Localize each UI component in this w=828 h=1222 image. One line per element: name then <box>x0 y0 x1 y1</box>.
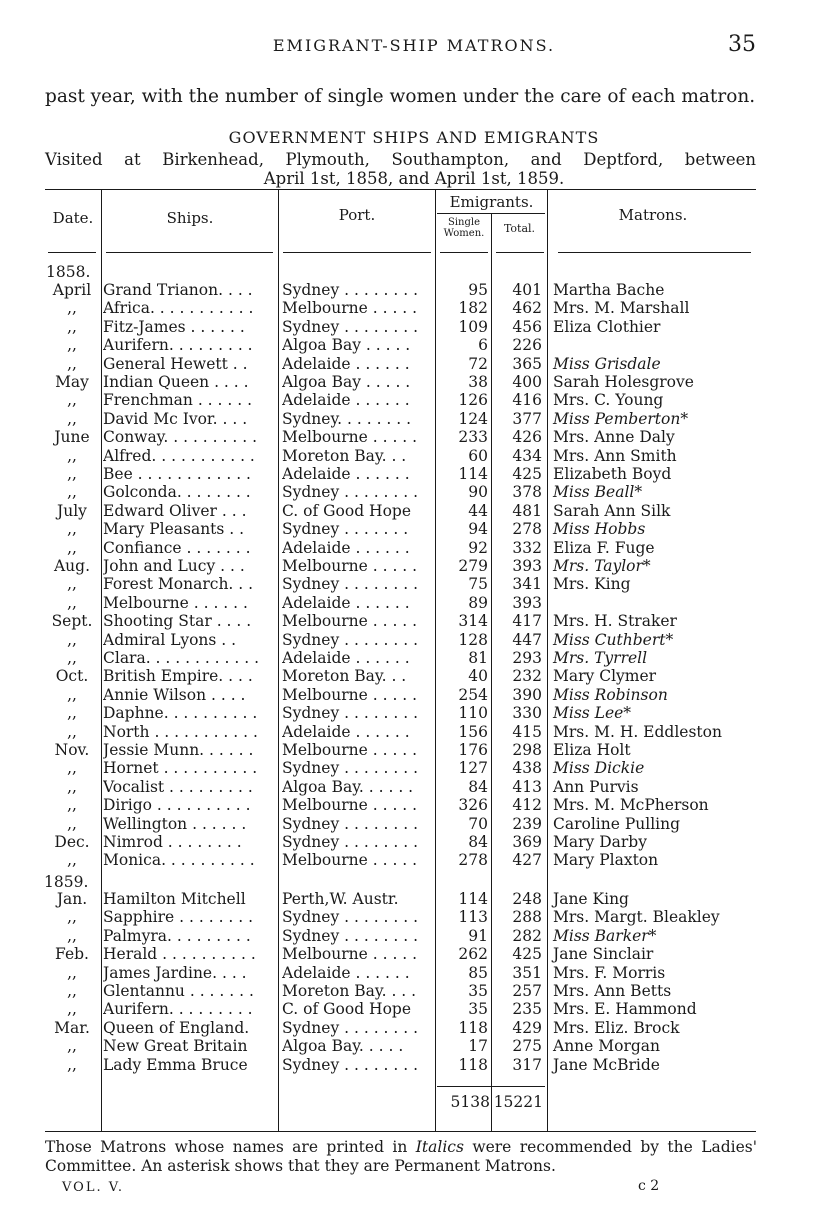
cell-date: ,, <box>67 685 77 704</box>
cell-total: 412 <box>512 796 542 815</box>
cell-ship: Mary Pleasants . . <box>103 520 245 539</box>
cell-date: Nov. <box>54 741 90 759</box>
cell-date: ,, <box>67 777 77 796</box>
cell-date: June <box>54 428 90 447</box>
cell-port: Melbourne . . . . . <box>282 741 418 759</box>
footnote-italic-word: Italics <box>415 1138 464 1156</box>
cell-date: Oct. <box>55 667 89 686</box>
cell-total: 416 <box>512 391 542 410</box>
cell-port: Sydney . . . . . . . . <box>282 575 419 594</box>
cell-single-women: 156 <box>458 722 488 741</box>
cell-date: ,, <box>67 299 77 318</box>
cell-total: 401 <box>512 281 542 299</box>
cell-single-women: 279 <box>458 557 488 575</box>
cell-single-women: 85 <box>468 963 488 982</box>
cell-matron: Sarah Holesgrove <box>553 373 694 391</box>
cell-ship: Admiral Lyons . . <box>103 630 237 649</box>
cell-date: ,, <box>67 317 77 336</box>
cell-ship: Melbourne . . . . . . <box>103 593 248 612</box>
cell-single-women: 90 <box>468 483 488 502</box>
cell-single-women: 110 <box>458 704 488 723</box>
cell-date: Mar. <box>54 1018 90 1037</box>
cell-matron: Mary Plaxton <box>553 851 659 870</box>
cell-ship: Aurifern. . . . . . . . . <box>103 336 253 355</box>
cell-date: ,, <box>67 649 77 667</box>
cell-total: 481 <box>512 501 542 520</box>
cell-date: Dec. <box>54 833 90 851</box>
cell-single-women: 254 <box>458 685 488 704</box>
year-1859: 1859. <box>44 873 89 891</box>
cell-single-women: 126 <box>458 391 488 410</box>
column-divider-5 <box>547 189 548 1132</box>
cell-total: 426 <box>512 428 542 447</box>
cell-total: 298 <box>512 741 542 759</box>
cell-date: April <box>52 281 92 299</box>
cell-port: Melbourne . . . . . <box>282 945 418 964</box>
cell-date: ,, <box>67 722 77 741</box>
cell-date: Feb. <box>55 945 89 964</box>
cell-date: ,, <box>67 465 77 483</box>
cell-date: ,, <box>67 963 77 982</box>
cell-single-women: 92 <box>468 538 488 557</box>
cell-total: 317 <box>512 1055 542 1074</box>
cell-total: 390 <box>512 685 542 704</box>
cell-matron: Miss Beall* <box>553 483 643 502</box>
cell-single-women: 70 <box>468 814 488 833</box>
cell-total: 257 <box>512 982 542 1000</box>
cell-port: Algoa Bay . . . . . <box>282 373 411 391</box>
cell-date: ,, <box>67 759 77 778</box>
cell-single-women: 17 <box>468 1037 488 1056</box>
cell-port: C. of Good Hope <box>282 1000 411 1019</box>
cell-matron: Miss Hobbs <box>553 520 646 539</box>
cell-port: Sydney . . . . . . . . <box>282 814 419 833</box>
cell-port: Sydney . . . . . . . . <box>282 317 419 336</box>
cell-date: ,, <box>67 851 77 870</box>
table-bottom-rule <box>45 1131 756 1132</box>
cell-total: 425 <box>512 465 542 483</box>
cell-total: 415 <box>512 722 542 741</box>
cell-total: 434 <box>512 446 542 465</box>
cell-ship: Lady Emma Bruce <box>103 1055 248 1074</box>
cell-single-women: 326 <box>458 796 488 815</box>
signature-mark: c 2 <box>638 1178 660 1194</box>
cell-total: 288 <box>512 908 542 927</box>
cell-ship: Dirigo . . . . . . . . . . <box>103 796 251 815</box>
cell-matron: Mrs. F. Morris <box>553 963 666 982</box>
cell-matron: Mrs. M. H. Eddleston <box>553 722 722 741</box>
cell-port: Sydney . . . . . . . . <box>282 908 419 927</box>
cell-matron: Mrs. H. Straker <box>553 612 677 631</box>
footnote <box>45 1138 757 1176</box>
cell-matron: Mrs. Anne Daly <box>553 428 675 447</box>
cell-ship: British Empire. . . . <box>103 667 253 686</box>
cell-single-women: 233 <box>458 428 488 447</box>
cell-date: ,, <box>67 391 77 410</box>
cell-date: ,, <box>67 538 77 557</box>
cell-date: ,, <box>67 520 77 539</box>
header-date: Date. <box>52 209 94 227</box>
cell-port: Sydney . . . . . . . <box>282 520 409 539</box>
cell-matron: Mrs. Taylor* <box>553 557 651 575</box>
cell-port: Algoa Bay. . . . . . <box>282 777 414 796</box>
cell-ship: Monica. . . . . . . . . . <box>103 851 255 870</box>
cell-ship: Wellington . . . . . . <box>103 814 247 833</box>
cell-ship: Hamilton Mitchell <box>103 890 246 908</box>
cell-port: Sydney . . . . . . . . <box>282 759 419 778</box>
cell-ship: Nimrod . . . . . . . . <box>103 833 242 851</box>
cell-port: Sydney . . . . . . . . <box>282 1055 419 1074</box>
cell-ship: North . . . . . . . . . . . <box>103 722 258 741</box>
cell-date: ,, <box>67 630 77 649</box>
table-title: GOVERNMENT SHIPS AND EMIGRANTS <box>228 128 600 147</box>
page-number: 35 <box>728 32 756 57</box>
cell-total: 235 <box>512 1000 542 1019</box>
cell-port: Sydney . . . . . . . . <box>282 926 419 945</box>
cell-port: Melbourne . . . . . <box>282 851 418 870</box>
header-ships: Ships. <box>166 209 214 227</box>
cell-ship: Frenchman . . . . . . <box>103 391 253 410</box>
cell-matron: Mrs. Ann Smith <box>553 446 677 465</box>
cell-matron: Mrs. M. McPherson <box>553 796 709 815</box>
cell-total: 330 <box>512 704 542 723</box>
column-divider-2 <box>278 189 279 1132</box>
cell-port: Perth,W. Austr. <box>282 890 399 908</box>
cell-ship: Bee . . . . . . . . . . . . <box>103 465 251 483</box>
cell-single-women: 127 <box>458 759 488 778</box>
cell-date: ,, <box>67 926 77 945</box>
cell-ship: Herald . . . . . . . . . . <box>103 945 256 964</box>
cell-ship: James Jardine. . . . <box>103 963 247 982</box>
cell-port: Adelaide . . . . . . <box>282 649 410 667</box>
cell-port: Moreton Bay. . . . <box>282 982 417 1000</box>
volume-mark: VOL. V. <box>62 1180 124 1195</box>
cell-total: 429 <box>512 1018 542 1037</box>
intro-text: past year, with the number of single women under the care of each matron. <box>45 86 756 107</box>
cell-date: ,, <box>67 796 77 815</box>
cell-single-women: 40 <box>468 667 488 686</box>
cell-ship: Queen of England. <box>103 1018 250 1037</box>
cell-date: ,, <box>67 814 77 833</box>
header-total: Total. <box>503 222 536 235</box>
cell-total: 425 <box>512 945 542 964</box>
cell-date: ,, <box>67 336 77 355</box>
cell-total: 369 <box>512 833 542 851</box>
cell-ship: Hornet . . . . . . . . . . <box>103 759 258 778</box>
cell-total: 282 <box>512 926 542 945</box>
cell-total: 438 <box>512 759 542 778</box>
cell-ship: Grand Trianon. . . . <box>103 281 253 299</box>
cell-matron: Miss Dickie <box>553 759 645 778</box>
cell-ship: Vocalist . . . . . . . . . <box>103 777 253 796</box>
cell-single-women: 60 <box>468 446 488 465</box>
cell-matron: Mary Darby <box>553 833 647 851</box>
cell-ship: General Hewett . . <box>103 354 248 373</box>
header-underline-total <box>496 252 544 253</box>
cell-port: Sydney . . . . . . . . <box>282 483 419 502</box>
cell-port: Moreton Bay. . . <box>282 667 407 686</box>
cell-port: C. of Good Hope <box>282 501 411 520</box>
cell-date: May <box>55 373 89 391</box>
header-underline-matrons <box>558 252 751 253</box>
cell-port: Adelaide . . . . . . <box>282 963 410 982</box>
header-underline-date <box>48 252 96 253</box>
cell-total: 378 <box>512 483 542 502</box>
cell-port: Melbourne . . . . . <box>282 612 418 631</box>
cell-ship: Annie Wilson . . . . <box>103 685 246 704</box>
cell-port: Sydney . . . . . . . . <box>282 281 419 299</box>
cell-total: 341 <box>512 575 542 594</box>
cell-port: Sydney . . . . . . . . <box>282 1018 419 1037</box>
cell-date: ,, <box>67 409 77 428</box>
cell-ship: Shooting Star . . . . <box>103 612 252 631</box>
cell-ship: David Mc Ivor. . . . <box>103 409 248 428</box>
cell-single-women: 81 <box>468 649 488 667</box>
cell-ship: John and Lucy . . . <box>103 557 245 575</box>
totals-rule <box>437 1086 545 1087</box>
header-underline-port <box>283 252 431 253</box>
cell-ship: Palmyra. . . . . . . . . <box>103 926 251 945</box>
table-top-rule <box>45 189 756 190</box>
cell-matron: Miss Pemberton* <box>553 409 689 428</box>
cell-date: ,, <box>67 982 77 1000</box>
cell-ship: Sapphire . . . . . . . . <box>103 908 254 927</box>
cell-single-women: 35 <box>468 982 488 1000</box>
cell-single-women: 38 <box>468 373 488 391</box>
cell-single-women: 176 <box>458 741 488 759</box>
cell-ship: Glentannu . . . . . . . <box>103 982 254 1000</box>
cell-matron: Mrs. Margt. Bleakley <box>553 908 720 927</box>
cell-date: ,, <box>67 575 77 594</box>
cell-ship: Confiance . . . . . . . <box>103 538 251 557</box>
cell-total: 393 <box>512 593 542 612</box>
cell-date: Jan. <box>56 890 88 908</box>
cell-matron: Mrs. M. Marshall <box>553 299 690 318</box>
cell-ship: Aurifern. . . . . . . . . <box>103 1000 253 1019</box>
cell-total: 226 <box>512 336 542 355</box>
cell-matron: Sarah Ann Silk <box>553 501 671 520</box>
cell-ship: New Great Britain <box>103 1037 248 1056</box>
cell-matron: Mrs. E. Hammond <box>553 1000 697 1019</box>
cell-total: 417 <box>512 612 542 631</box>
cell-port: Melbourne . . . . . <box>282 428 418 447</box>
cell-single-women: 84 <box>468 777 488 796</box>
cell-single-women: 118 <box>458 1018 488 1037</box>
cell-single-women: 89 <box>468 593 488 612</box>
cell-date: ,, <box>67 593 77 612</box>
cell-date: July <box>57 501 87 520</box>
cell-ship: Golconda. . . . . . . . <box>103 483 251 502</box>
cell-total: 393 <box>512 557 542 575</box>
column-divider-1 <box>101 189 102 1132</box>
cell-ship: Alfred. . . . . . . . . . . <box>103 446 255 465</box>
cell-port: Melbourne . . . . . <box>282 557 418 575</box>
cell-ship: Forest Monarch. . . <box>103 575 254 594</box>
header-underline-single <box>440 252 488 253</box>
cell-single-women: 35 <box>468 1000 488 1019</box>
cell-matron: Eliza Clothier <box>553 317 661 336</box>
cell-port: Adelaide . . . . . . <box>282 391 410 410</box>
cell-single-women: 75 <box>468 575 488 594</box>
cell-matron: Jane McBride <box>553 1055 660 1074</box>
cell-matron: Mrs. King <box>553 575 631 594</box>
cell-matron: Eliza Holt <box>553 741 631 759</box>
column-divider-3 <box>435 189 436 1132</box>
footnote-part1: Those Matrons whose names are printed in <box>45 1138 416 1156</box>
cell-date: ,, <box>67 446 77 465</box>
cell-matron: Miss Lee* <box>553 704 632 723</box>
cell-ship: Africa. . . . . . . . . . . <box>103 299 254 318</box>
cell-single-women: 6 <box>478 336 488 355</box>
cell-total: 293 <box>512 649 542 667</box>
cell-matron: Mrs. Ann Betts <box>553 982 672 1000</box>
cell-date: ,, <box>67 483 77 502</box>
cell-total: 456 <box>512 317 542 336</box>
cell-matron: Mrs. Eliz. Brock <box>553 1018 680 1037</box>
cell-port: Sydney . . . . . . . . <box>282 833 419 851</box>
cell-single-women: 118 <box>458 1055 488 1074</box>
cell-total: 248 <box>512 890 542 908</box>
cell-single-women: 72 <box>468 354 488 373</box>
running-title: EMIGRANT-SHIP MATRONS. <box>272 36 556 55</box>
cell-date: ,, <box>67 908 77 927</box>
cell-single-women: 95 <box>468 281 488 299</box>
cell-matron: Miss Robinson <box>553 685 668 704</box>
emigrants-sub-rule <box>437 213 545 214</box>
cell-single-women: 44 <box>468 501 488 520</box>
cell-total: 447 <box>512 630 542 649</box>
footnote-part2: were recommended by the Ladies' Committee. An asterisk shows that they are Permanent Matrons. <box>45 1138 758 1175</box>
total-emigrants: 15221 <box>493 1093 543 1111</box>
cell-matron: Eliza F. Fuge <box>553 538 655 557</box>
cell-port: Sydney . . . . . . . . <box>282 704 419 723</box>
column-divider-4 <box>491 214 492 1132</box>
cell-total: 400 <box>512 373 542 391</box>
cell-matron: Ann Purvis <box>553 777 639 796</box>
cell-ship: Edward Oliver . . . <box>103 501 247 520</box>
cell-matron: Martha Bache <box>553 281 665 299</box>
year-1858: 1858. <box>46 263 91 281</box>
cell-port: Melbourne . . . . . <box>282 299 418 318</box>
cell-single-women: 114 <box>458 890 488 908</box>
total-single-women: 5138 <box>450 1093 490 1111</box>
cell-date: ,, <box>67 354 77 373</box>
table-subtitle-line2: April 1st, 1858, and April 1st, 1859. <box>263 169 565 188</box>
cell-matron: Miss Barker* <box>553 926 657 945</box>
cell-single-women: 113 <box>458 908 488 927</box>
cell-single-women: 314 <box>458 612 488 631</box>
header-port: Port. <box>338 206 376 224</box>
cell-total: 427 <box>512 851 542 870</box>
cell-matron: Jane King <box>553 890 629 908</box>
cell-single-women: 182 <box>458 299 488 318</box>
cell-total: 332 <box>512 538 542 557</box>
header-single-women: Single Women. <box>443 217 485 239</box>
cell-total: 377 <box>512 409 542 428</box>
cell-port: Moreton Bay. . . <box>282 446 407 465</box>
cell-total: 232 <box>512 667 542 686</box>
cell-single-women: 109 <box>458 317 488 336</box>
cell-port: Algoa Bay . . . . . <box>282 336 411 355</box>
cell-total: 278 <box>512 520 542 539</box>
cell-single-women: 128 <box>458 630 488 649</box>
cell-date: ,, <box>67 704 77 723</box>
cell-single-women: 94 <box>468 520 488 539</box>
cell-ship: Jessie Munn. . . . . . <box>103 741 254 759</box>
cell-matron: Miss Cuthbert* <box>553 630 674 649</box>
header-matrons: Matrons. <box>618 206 688 224</box>
table-subtitle-line1: Visited at Birkenhead, Plymouth, Southampton, and Deptford, between <box>45 150 756 169</box>
cell-total: 239 <box>512 814 542 833</box>
cell-single-women: 84 <box>468 833 488 851</box>
cell-matron: Jane Sinclair <box>553 945 654 964</box>
cell-ship: Indian Queen . . . . <box>103 373 249 391</box>
cell-matron: Mrs. Tyrrell <box>553 649 648 667</box>
cell-port: Melbourne . . . . . <box>282 796 418 815</box>
cell-single-women: 114 <box>458 465 488 483</box>
cell-total: 462 <box>512 299 542 318</box>
cell-port: Algoa Bay. . . . . <box>282 1037 404 1056</box>
cell-total: 413 <box>512 777 542 796</box>
cell-ship: Conway. . . . . . . . . . <box>103 428 257 447</box>
cell-port: Adelaide . . . . . . <box>282 722 410 741</box>
header-emigrants: Emigrants. <box>449 193 534 211</box>
cell-port: Sydney . . . . . . . . <box>282 630 419 649</box>
cell-ship: Daphne. . . . . . . . . . <box>103 704 258 723</box>
cell-port: Adelaide . . . . . . <box>282 465 410 483</box>
header-underline-ships <box>106 252 273 253</box>
cell-total: 351 <box>512 963 542 982</box>
cell-matron: Miss Grisdale <box>553 354 661 373</box>
cell-single-women: 278 <box>458 851 488 870</box>
cell-single-women: 124 <box>458 409 488 428</box>
cell-date: Sept. <box>51 612 93 631</box>
cell-ship: Fitz-James . . . . . . <box>103 317 245 336</box>
cell-matron: Elizabeth Boyd <box>553 465 672 483</box>
cell-single-women: 91 <box>468 926 488 945</box>
cell-date: ,, <box>67 1055 77 1074</box>
cell-date: ,, <box>67 1037 77 1056</box>
cell-date: ,, <box>67 1000 77 1019</box>
cell-matron: Mrs. C. Young <box>553 391 664 410</box>
cell-matron: Anne Morgan <box>553 1037 661 1056</box>
cell-ship: Clara. . . . . . . . . . . . <box>103 649 260 667</box>
cell-port: Adelaide . . . . . . <box>282 354 410 373</box>
cell-port: Adelaide . . . . . . <box>282 538 410 557</box>
cell-port: Melbourne . . . . . <box>282 685 418 704</box>
cell-port: Sydney. . . . . . . . <box>282 409 412 428</box>
cell-date: Aug. <box>53 557 91 575</box>
cell-matron: Mary Clymer <box>553 667 657 686</box>
cell-port: Adelaide . . . . . . <box>282 593 410 612</box>
cell-single-women: 262 <box>458 945 488 964</box>
cell-total: 275 <box>512 1037 542 1056</box>
cell-total: 365 <box>512 354 542 373</box>
cell-matron: Caroline Pulling <box>553 814 681 833</box>
